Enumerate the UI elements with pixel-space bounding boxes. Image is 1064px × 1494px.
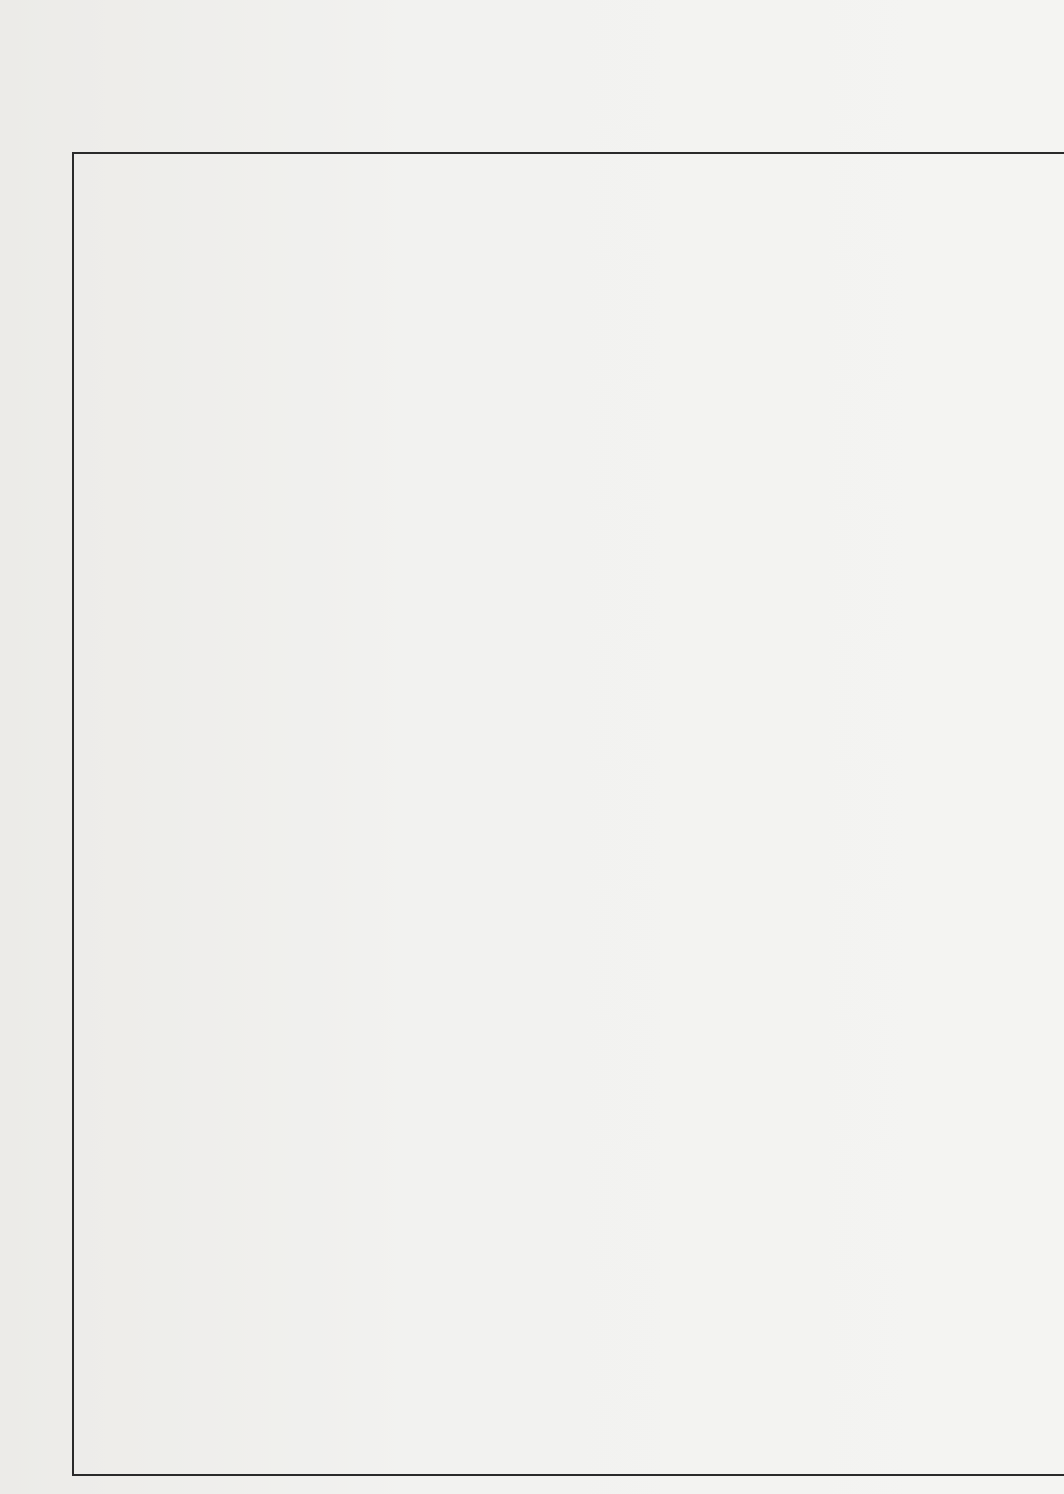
schedule-table <box>72 152 1064 1476</box>
